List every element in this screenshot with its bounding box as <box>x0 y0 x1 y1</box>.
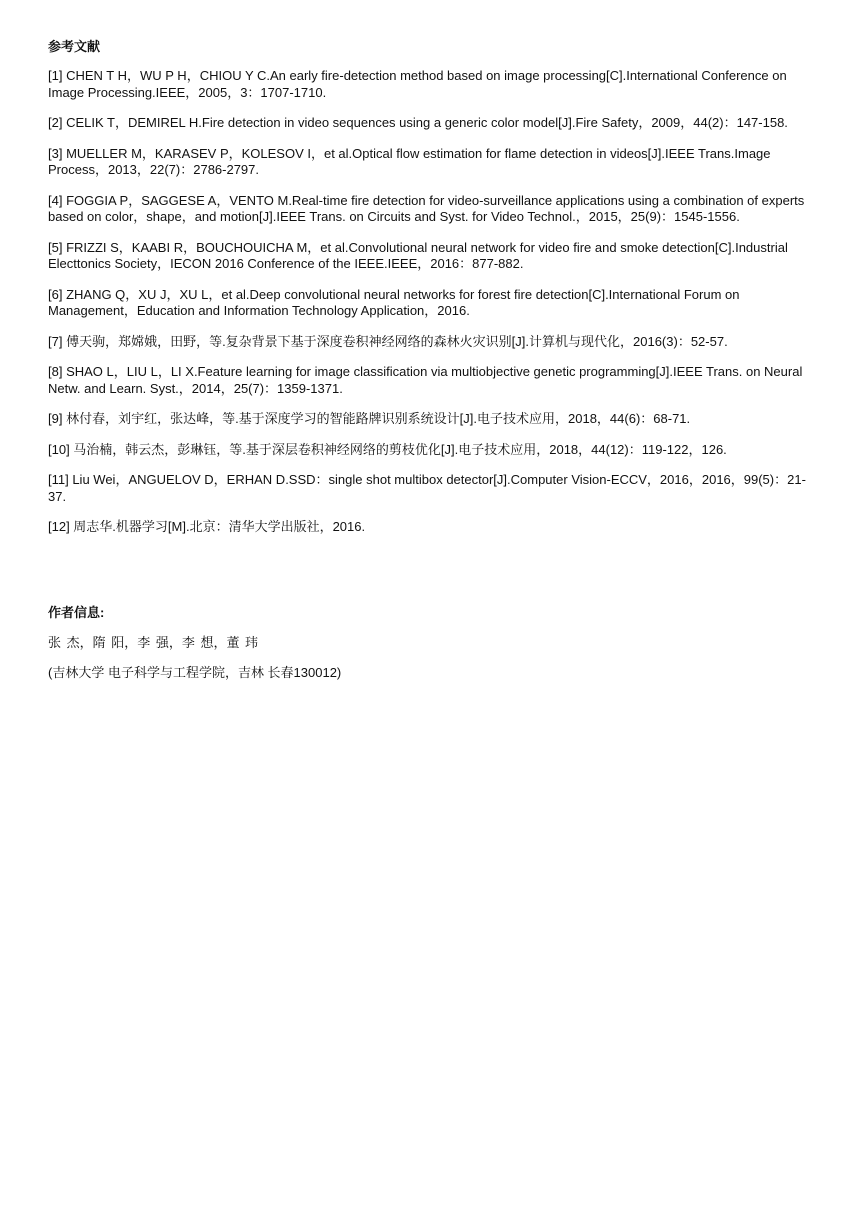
author-info-section <box>48 604 820 682</box>
author-affiliation: (吉林大学 电子科学与工程学院，吉林 长春130012) <box>48 664 342 680</box>
author-info-heading: 作者信息: <box>48 604 105 620</box>
author-names: 张 杰，隋 阳，李 强，李 想，董 玮 <box>48 634 259 650</box>
reference-item-10: [10] 马治楠，韩云杰，彭琳钰，等.基于深层卷积神经网络的剪枝优化[J].电子技术应用，2018，44(12)：119-122，126. <box>48 441 727 457</box>
reference-item-12: [12] 周志华.机器学习[M].北京：清华大学出版社，2016. <box>48 519 366 534</box>
reference-item-1: [1] CHEN T H，WU P H，CHIOU Y C.An early fire-detection method based on image processing[C].International Conference on Image Processing.IEEE，2005，3：1707-1710. <box>48 68 787 100</box>
reference-list <box>48 68 820 536</box>
reference-item-4: [4] FOGGIA P，SAGGESE A，VENTO M.Real-time fire detection for video-surveillance applications using a combination of experts based on color，shape，and motion[J].IEEE Trans. on Circuits and Syst. for Video Technol.，2015，25(9)：1545-1556. <box>48 192 805 224</box>
reference-item-2: [2] CELIK T，DEMIREL H.Fire detection in video sequences using a generic color model[J].Fire Safety，2009，44(2)：147-158. <box>48 115 788 130</box>
reference-item-11: [11] Liu Wei，ANGUELOV D，ERHAN D.SSD：single shot multibox detector[J].Computer Vision-ECCV，2016，2016，99(5)：21-37. <box>48 472 806 504</box>
references-heading: 参考文献 <box>48 39 101 54</box>
reference-item-6: [6] ZHANG Q，XU J，XU L，et al.Deep convolutional neural networks for forest fire detection[C].International Forum on Management，Education and Information Technology Application，2016. <box>48 286 740 318</box>
reference-item-9: [9] 林付春，刘宇红，张达峰，等.基于深度学习的智能路牌识别系统设计[J].电子技术应用，2018，44(6)：68-71. <box>48 411 691 426</box>
reference-item-3: [3] MUELLER M，KARASEV P，KOLESOV I，et al.Optical flow estimation for flame detection in videos[J].IEEE Trans.Image Process，2013，22(7)：2786-2797. <box>48 145 771 177</box>
reference-item-5: [5] FRIZZI S，KAABI R，BOUCHOUICHA M，et al.Convolutional neural network for video fire and smoke detection[C].Industrial Electtonics Society，IECON 2016 Conference of the IEEE.IEEE，2016：877-882. <box>48 239 788 271</box>
reference-item-7: [7] 傅天驹，郑嫦娥，田野，等.复杂背景下基于深度卷积神经网络的森林火灾识别[J].计算机与现代化，2016(3)：52-57. <box>48 333 728 349</box>
reference-item-8: [8] SHAO L，LIU L，LI X.Feature learning for image classification via multiobjective genetic programming[J].IEEE Trans. on Neural Netw. and Learn. Syst.，2014，25(7)：1359-1371. <box>48 364 803 396</box>
document-page <box>48 38 820 682</box>
